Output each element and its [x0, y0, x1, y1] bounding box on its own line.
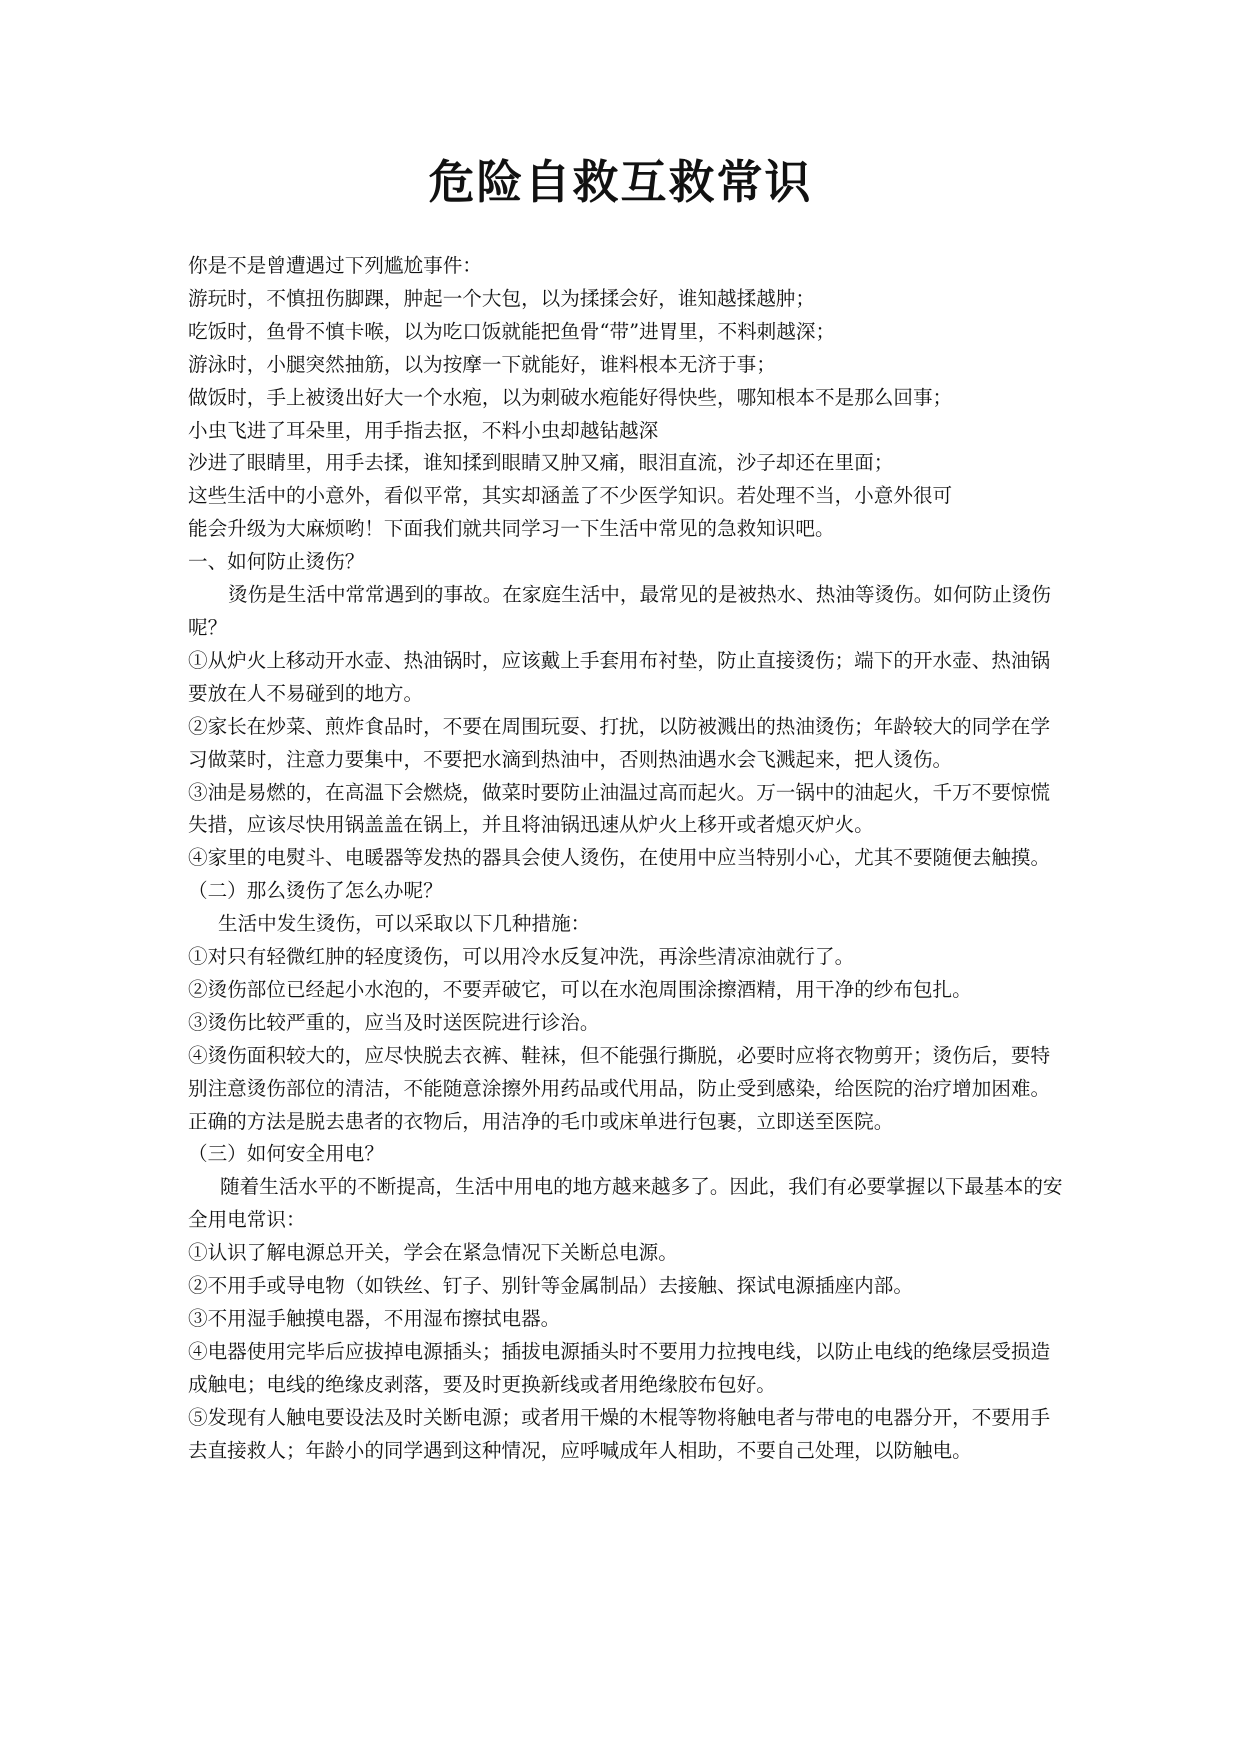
intro-line: 游泳时，小腿突然抽筋，以为按摩一下就能好，谁料根本无济于事；	[188, 352, 776, 376]
list-item: ②不用手或导电物（如铁丝、钉子、别针等金属制品）去接触、探试电源插座内部。	[188, 1274, 913, 1298]
document-title: 危险自救互救常识	[428, 155, 813, 209]
section-lead: 生活中发生烫伤，可以采取以下几种措施：	[218, 912, 591, 936]
section-heading-burn-prevention: 一、如何防止烫伤？	[188, 550, 365, 574]
section-lead: 随着生活水平的不断提高，生活中用电的地方越来越多了。因此，我们有必要掌握以下最基本的安全用电常识：	[188, 1175, 1063, 1232]
list-item: ③不用湿手触摸电器，不用湿布擦拭电器。	[188, 1307, 561, 1330]
intro-line: 小虫飞进了耳朵里，用手指去抠，不料小虫却越钻越深	[188, 418, 659, 442]
intro-line: 游玩时，不慎扭伤脚踝，肿起一个大包，以为揉揉会好，谁知越揉越肿；	[188, 286, 815, 310]
list-item: ①从炉火上移动开水壶、热油锅时，应该戴上手套用布衬垫，防止直接烫伤；端下的开水壶、热油锅要放在人不易碰到的地方。	[188, 648, 1051, 705]
list-item: ④烫伤面积较大的，应尽快脱去衣裤、鞋袜，但不能强行撕脱，必要时应将衣物剪开；烫伤后，要特别注意烫伤部位的清洁，不能随意涂擦外用药品或代用品，防止受到感染，给医院的治疗增加困难。正确的方法是脱去患者的衣物后，用洁净的毛巾或床单进行包裹，立即送至医院。	[188, 1043, 1051, 1133]
list-item: ①对只有轻微红肿的轻度烫伤，可以用冷水反复冲洗，再涂些清凉油就行了。	[188, 945, 855, 969]
intro-line: 做饭时，手上被烫出好大一个水疱，以为刺破水疱能好得快些，哪知根本不是那么回事；	[188, 385, 953, 409]
list-item: ④家里的电熨斗、电暖器等发热的器具会使人烫伤，在使用中应当特别小心，尤其不要随便去触摸。	[188, 846, 1051, 870]
section-heading-burn-treatment: （二）那么烫伤了怎么办呢？	[188, 879, 443, 903]
intro-line: 沙进了眼睛里，用手去揉，谁知揉到眼睛又肿又痛，眼泪直流，沙子却还在里面；	[188, 451, 894, 475]
list-item: ④电器使用完毕后应拔掉电源插头；插拔电源插头时不要用力拉拽电线，以防止电线的绝缘层受损造成触电；电线的绝缘皮剥落，要及时更换新线或者用绝缘胶布包好。	[188, 1339, 1051, 1396]
section-lead: 烫伤是生活中常常遇到的事故。在家庭生活中，最常见的是被热水、热油等烫伤。如何防止烫伤呢？	[188, 583, 1051, 639]
intro-line: 吃饭时，鱼骨不慎卡喉，以为吃口饭就能把鱼骨“带”进胃里，不料刺越深；	[188, 319, 836, 343]
intro-continuation: 能会升级为大麻烦哟！下面我们就共同学习一下生活中常见的急救知识吧。	[188, 517, 835, 541]
list-item: ②家长在炒菜、煎炸食品时，不要在周围玩耍、打扰，以防被溅出的热油烫伤；年龄较大的同学在学习做菜时，注意力要集中，不要把水滴到热油中，否则热油遇水会飞溅起来，把人烫伤。	[188, 714, 1051, 771]
list-item: ①认识了解电源总开关，学会在紧急情况下关断总电源。	[188, 1241, 678, 1265]
section-heading-electric-safety: （三）如何安全用电？	[188, 1142, 384, 1166]
list-item: ⑤发现有人触电要设法及时关断电源；或者用干燥的木棍等物将触电者与带电的电器分开，不要用手去直接救人；年龄小的同学遇到这种情况，应呼喊成年人相助，不要自己处理，以防触电。	[188, 1405, 1051, 1462]
list-item: ③烫伤比较严重的，应当及时送医院进行诊治。	[188, 1010, 600, 1034]
list-item: ③油是易燃的，在高温下会燃烧，做菜时要防止油温过高而起火。万一锅中的油起火，千万不要惊慌失措，应该尽快用锅盖盖在锅上，并且将油锅迅速从炉火上移开或者熄灭炉火。	[188, 780, 1051, 837]
document-body	[188, 250, 1068, 1468]
intro-line: 你是不是曾遭遇过下列尴尬事件：	[188, 254, 482, 277]
list-item: ②烫伤部位已经起小水泡的，不要弄破它，可以在水泡周围涂擦酒精，用干净的纱布包扎。	[188, 977, 972, 1001]
intro-line: 这些生活中的小意外，看似平常，其实却涵盖了不少医学知识。若处理不当，小意外很可	[188, 484, 953, 508]
